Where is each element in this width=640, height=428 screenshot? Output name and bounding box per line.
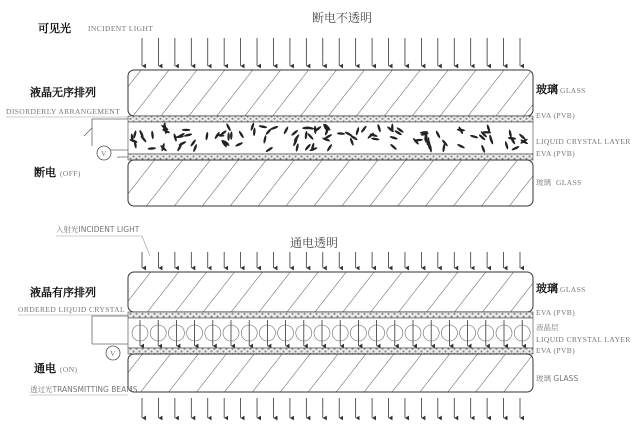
top-upper-glass — [128, 70, 533, 116]
transmitting-label: 透过光TRANSMITTING BEAMS — [30, 385, 138, 394]
bottom-lc-layer-cn: 液晶层 — [536, 323, 559, 332]
bottom-eva-lower — [128, 348, 533, 354]
incident-light-label: 入射光INCIDENT LIGHT — [56, 225, 140, 234]
crystal-molecule — [182, 129, 190, 131]
power-off-label: 断电 — [34, 166, 56, 179]
incident-light-arrows-bottom — [142, 252, 520, 268]
ordered-liquid-crystal-en: ORDERED LIQUID CRYSTAL — [18, 305, 125, 314]
top-eva-label-2: EVA (PVB) — [536, 149, 576, 158]
top-lower-glass — [128, 160, 533, 206]
top-eva-upper — [128, 116, 533, 122]
bottom-eva-label-2: EVA (PVB) — [536, 346, 576, 355]
top-voltmeter-symbol: V — [101, 149, 107, 158]
disorderly-arrangement-en: DISORDERLY ARRANGEMENT — [6, 107, 121, 116]
top-eva-label: EVA (PVB) — [536, 111, 576, 120]
top-bottom-glass-cn: 玻璃 — [536, 178, 551, 187]
top-wire-lower — [118, 157, 128, 158]
top-liquid-crystal-layer — [128, 122, 533, 154]
top-bottom-glass-en: GLASS — [556, 178, 582, 187]
bottom-lower-glass — [128, 354, 533, 392]
bottom-eva-label: EVA (PVB) — [536, 308, 576, 317]
disorder-label: 液晶无序排列 — [30, 86, 96, 99]
incident-light-en-label: INCIDENT LIGHT — [88, 24, 154, 33]
bottom-upper-glass — [128, 272, 533, 312]
bottom-glass-en: GLASS — [560, 285, 586, 294]
visible-light-label: 可见光 — [38, 22, 71, 35]
off-en-label: (OFF) — [60, 169, 81, 178]
order-label: 液晶有序排列 — [30, 286, 96, 299]
top-wire-upper — [92, 119, 128, 146]
top-glass-en: GLASS — [560, 86, 586, 95]
top-lc-layer-label: LIQUID CRYSTAL LAYER — [536, 137, 631, 146]
bottom-liquid-crystal-layer — [128, 318, 533, 348]
bottom-eva-upper — [128, 312, 533, 318]
bottom-title: 通电透明 — [290, 236, 339, 250]
top-glass-label: 玻璃 — [536, 83, 558, 96]
top-switch-open — [84, 128, 92, 136]
incident-light-arrows — [142, 38, 520, 66]
on-en-label: (ON) — [60, 365, 78, 374]
transmitted-light-arrows — [142, 398, 520, 418]
bottom-voltmeter-symbol: V — [110, 349, 116, 358]
top-panel — [6, 10, 631, 206]
bottom-panel — [18, 224, 631, 418]
bottom-lc-layer-en: LIQUID CRYSTAL LAYER — [536, 335, 631, 344]
incident-leader-tick — [142, 236, 150, 256]
bottom-wire-upper — [92, 316, 128, 344]
top-title: 断电不透明 — [312, 11, 373, 25]
top-eva-lower — [128, 154, 533, 160]
bottom-bottom-glass-label: 玻璃 GLASS — [536, 374, 579, 383]
power-on-label: 通电 — [34, 362, 56, 375]
bottom-glass-label: 玻璃 — [536, 282, 558, 295]
